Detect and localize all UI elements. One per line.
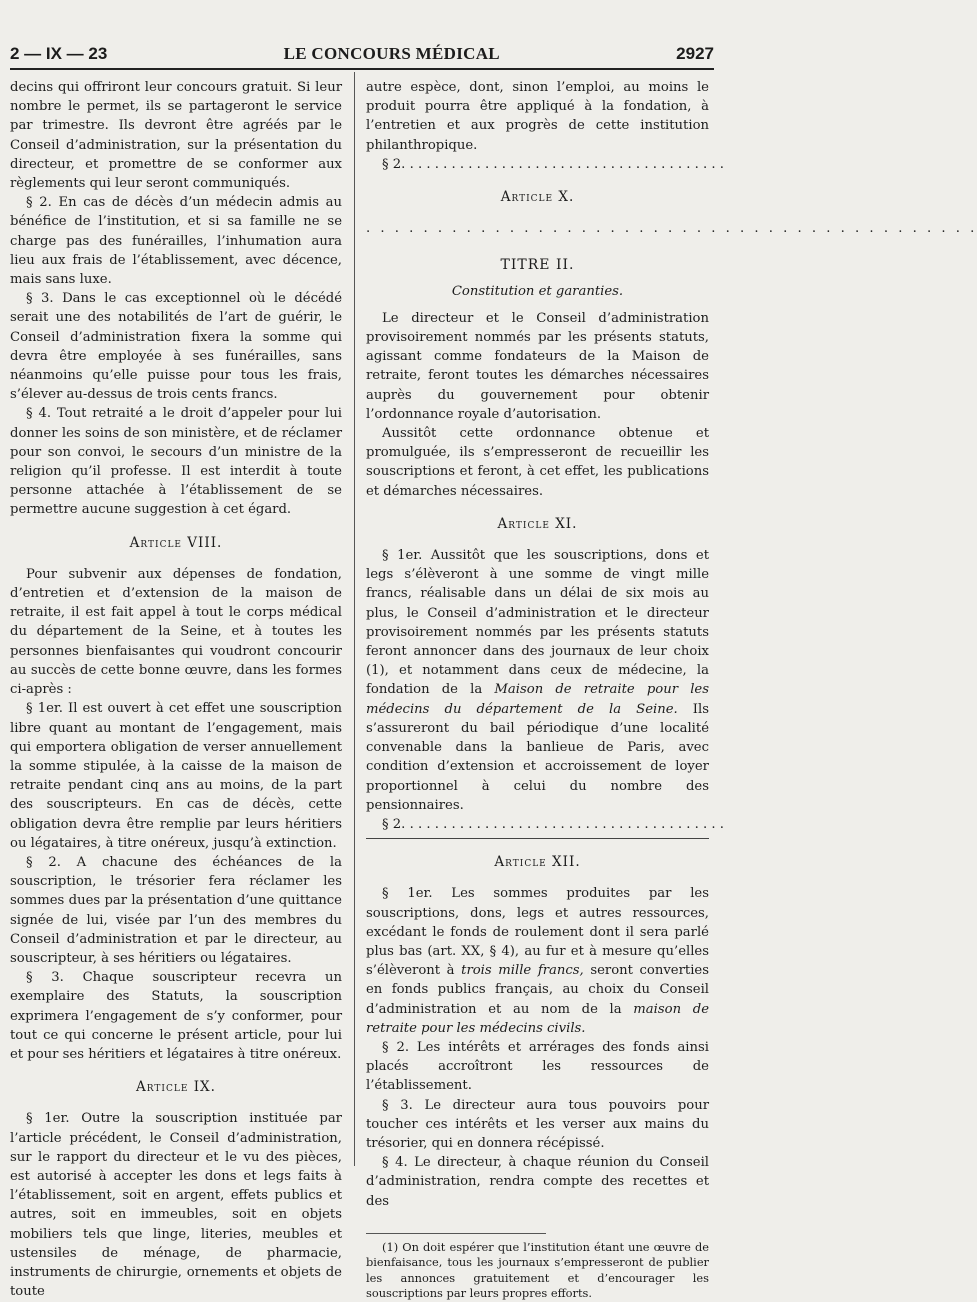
paragraph: § 2. Les intérêts et arrérages des fonds ainsi placés accroîtront les ressources de l’établissement. — [366, 1039, 709, 1094]
text-run: § 1er. Les sommes produites par les souscriptions, dons, legs et autres ressources, excédant le fonds de roulement dont il sera parlé plus bas (art. XX, § 4), au fur et à mesure qu’elles s’élèveront à — [366, 886, 709, 979]
section-marker: § 2. — [382, 816, 406, 832]
paragraph: decins qui offriront leur concours gratuit. Si leur nombre le permet, ils se partageront le service par trimestre. Ils devront être agréés par le Conseil d’administration, sur la présentation du directeur, et promettre de se conformer aux règlements qui leur seront communiqués. — [10, 80, 342, 192]
paragraph: § 3. Dans le cas exceptionnel où le décédé serait une des notabilités de l’art de guérir, le Conseil d’administration fixera la somme qui devra être employée à ses funérailles, sans néanmoins qu’elle puisse pour tous les frais, s’élever au-dessus de trois cents francs. — [10, 291, 342, 403]
paragraph: Aussitôt cette ordonnance obtenue et promulguée, ils s’empresseront de recueillir les souscriptions et feront, à cet effet, les publications et démarches nécessaires. — [366, 426, 709, 499]
right-column — [366, 78, 977, 1302]
paragraph — [366, 884, 709, 1038]
footnote: (1) On doit espérer que l’institution étant une œuvre de bienfaisance, tous les journaux s’empresseront de publier les annonces gratuitement et d’encourager les souscriptions par leurs propres efforts. — [366, 1239, 709, 1301]
paragraph: § 4. Tout retraité a le droit d’appeler pour lui donner les soins de son ministère, et de réclamer pour son convoi, le secours d’un ministre de la religion qu’il professe. Il est interdit à toute personne attachée à l’établissement de se permettre aucune suggestion à cet égard. — [10, 406, 342, 518]
paragraph: § 2. A chacune des échéances de la souscription, le trésorier fera réclamer les sommes dues par la présentation d’une quittance signée de lui, visée par l’un des membres du Conseil d’administration et par le directeur, au souscripteur, à ses héritiers ou légataires. — [10, 854, 342, 966]
section-marker: § 2. — [382, 156, 406, 172]
column-rule — [354, 72, 355, 1166]
paragraph: § 4. Le directeur, à chaque réunion du Conseil d’administration, rendra compte des recettes et des — [366, 1155, 709, 1209]
paragraph-placeholder — [366, 155, 724, 174]
paragraph: § 1er. Outre la souscription instituée par l’article précédent, le Conseil d’administration, sur le rapport du directeur et le vu des pièces, est autorisé à accepter les dons et legs faits à l’établissement, soit en argent, effets publics et autres, soit en immeubles, soit en objets mobiliers tels que linge, literies, meubles et ustensiles de ménage, de pharmacie, instruments de chirurgie, ornements et objets de toute — [10, 1111, 342, 1300]
article-heading: Article XI. — [497, 515, 578, 532]
article-heading: Article XII. — [494, 854, 581, 871]
paragraph: § 1er. Il est ouvert à cet effet une souscription libre quant au montant de l’engagement, mais qui emportera obligation de verser annuellement la somme stipulée, à la caisse de la maison de retraite pendant cinq ans au moins, de la part des souscripteurs. En cas de décès, cette obligation devra être remplie par leurs héritiers ou légataires, à titre onéreux, jusqu’à extinction. — [10, 701, 342, 851]
paragraph — [366, 546, 709, 815]
italic-text: maison de retraite pour les médecins civils. — [366, 1001, 709, 1036]
paragraph: § 2. En cas de décès d’un médecin admis au bénéfice de l’institution, et si sa famille ne se charge pas des funérailles, l’inhumation aura lieu aux frais de l’établissement, avec décence, mais sans luxe. — [10, 195, 342, 288]
journal-title: LE CONCOURS MÉDICAL — [283, 44, 500, 63]
article-heading: Article X. — [500, 189, 575, 206]
italic-text: trois mille francs, — [461, 963, 584, 979]
paragraph: Le directeur et le Conseil d’administration provisoirement nommés par les présents statuts, agissant comme fondateurs de la Maison de retraite, feront toutes les démarches nécessaires auprès du gouvernement pour obtenir l’ordonnance royale d’autorisation. — [366, 310, 709, 422]
leader-dots: . . . . . . . . . . . . . . . . . . . . . . . . . . . . . . . . . . . . . . — [405, 816, 724, 832]
page-header — [10, 40, 714, 70]
header-issue-date: 2 — IX — 23 — [10, 44, 108, 63]
italic-text: Maison de retraite pour les médecins du département de la Seine. — [366, 682, 709, 717]
paragraph-placeholder — [366, 815, 724, 834]
title-subheading: Constitution et garanties. — [451, 283, 624, 299]
leader-dots: . . . . . . . . . . . . . . . . . . . . . . . . . . . . . . . . . . . . . . — [405, 156, 724, 172]
footnote-rule — [366, 1233, 546, 1234]
paragraph: § 3. Chaque souscripteur recevra un exemplaire des Statuts, la souscription exprimera l’engagement de s’y conformer, pour tout ce qui concerne le présent article, pour lui et pour ses héritiers et légataires à titre onéreux. — [10, 970, 342, 1062]
text-run: Ils s’assureront du bail périodique d’une localité convenable dans la banlieue de Paris, avec condition d’extension et accroissement de loyer proportionnel à celui du nombre des pensionnaires. — [366, 701, 709, 813]
text-run: § 1er. Aussitôt que les souscriptions, dons et legs s’élèveront à une somme de vingt mille francs, réalisable dans un délai de six mois au plus, le Conseil d’administration et le directeur provisoirement nommés par les présents statuts feront annoncer dans des journaux de leur choix (1), et notamment dans ceux de médecine, la fondation de la — [366, 548, 709, 698]
divider — [366, 838, 709, 839]
leader-dots: . . . . . . . . . . . . . . . . . . . . . . . . . . . . . . . . . . . . . . . . . . . — [366, 221, 977, 237]
paragraph: § 3. Le directeur aura tous pouvoirs pour toucher ces intérêts et les verser aux mains du trésorier, qui en donnera récépissé. — [366, 1097, 709, 1151]
paragraph: autre espèce, dont, sinon l’emploi, au moins le produit pourra être appliqué à la fondation, à l’entretien et aux progrès de cette institution philanthropique. — [366, 80, 709, 153]
paragraph: Pour subvenir aux dépenses de fondation, d’entretien et d’extension de la maison de retraite, il est fait appel à tout le corps médical du département de la Seine, et à toutes les personnes bienfaisantes qui voudront concourir au succès de cette bonne œuvre, dans les formes ci-après : — [10, 566, 342, 698]
article-heading: Article IX. — [136, 1079, 216, 1096]
text-run: seront converties en fonds publics français, au choix du Conseil d’administration et au nom de la — [366, 963, 709, 1017]
article-heading: Article VIII. — [129, 534, 223, 551]
left-column — [10, 78, 342, 1301]
title-heading: TITRE II. — [500, 257, 575, 274]
page-number: 2927 — [676, 44, 714, 63]
